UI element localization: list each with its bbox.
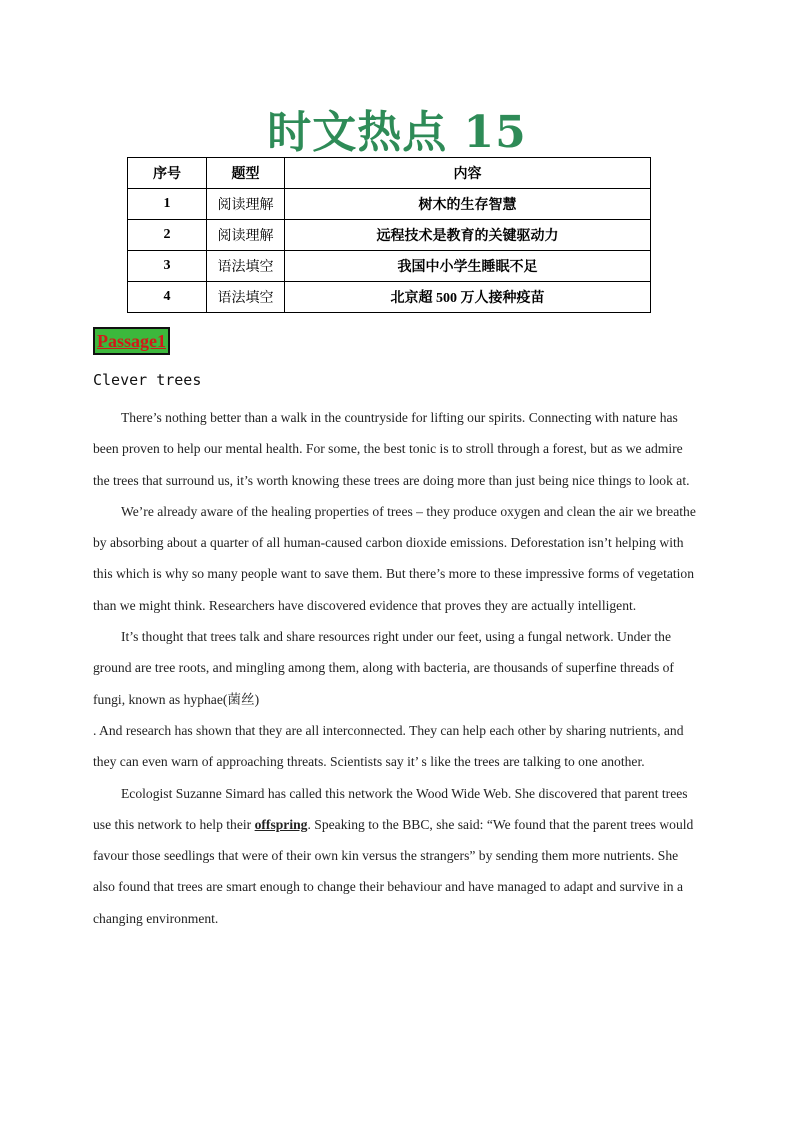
paragraph-4-after: . Speaking to the BBC, she said: “We found that the parent trees would favour those seedlings that were of their own kin versus the strangers” by sending them more nutrients. She also found that trees are smart enough to change their behaviour and have managed to adapt and survive in a changing environment. [93, 816, 694, 926]
row-type: 语法填空 [207, 282, 285, 313]
header-number: 序号 [128, 158, 207, 189]
paragraph-4 [93, 778, 699, 934]
article-title: Clever trees [93, 371, 202, 389]
paragraph-2: We’re already aware of the healing properties of trees – they produce oxygen and clean the air we breathe by absorbing about a quarter of all human-caused carbon dioxide emissions. Deforestation isn’t helping with this which is why so many people want to save them. But there’s more to these impressive forms of vegetation than we might think. Researchers have discovered evidence that proves they are actually intelligent. [93, 503, 696, 613]
keyword-offspring: offspring [254, 816, 308, 832]
row-number: 4 [128, 282, 207, 313]
row-number: 1 [128, 189, 207, 220]
page-title: 时文热点 15 [267, 107, 527, 158]
article-body [93, 402, 699, 934]
paragraph-4-before: Ecologist Suzanne Simard has called this network the Wood Wide Web. She discovered that parent trees use this network to help their [93, 785, 688, 832]
paragraph-3b: . And research has shown that they are all interconnected. They can help each other by sharing nutrients, and they can even warn of approaching threats. Scientists say it’ s like the trees are talking to one another. [93, 722, 684, 770]
paragraph-3a: It’s thought that trees talk and share resources right under our feet, using a fungal network. Under the ground are tree roots, and mingling among them, along with bacteria, are thousands of superfine threads of fungi, known as hyphae(菌丝) [93, 629, 674, 707]
contents-table [127, 157, 651, 313]
row-content: 树木的生存智慧 [285, 189, 651, 220]
row-type: 语法填空 [207, 251, 285, 282]
row-content: 我国中小学生睡眠不足 [285, 251, 651, 282]
row-type: 阅读理解 [207, 189, 285, 220]
table-row [128, 189, 651, 220]
table-header-row [128, 158, 651, 189]
table-row [128, 282, 651, 313]
row-number: 2 [128, 220, 207, 251]
passage-label: Passage1 [93, 327, 170, 355]
header-type: 题型 [207, 158, 285, 189]
row-content: 远程技术是教育的关键驱动力 [285, 220, 651, 251]
row-type: 阅读理解 [207, 220, 285, 251]
paragraph-1: There’s nothing better than a walk in the countryside for lifting our spirits. Connecting with nature has been proven to help our mental health. For some, the best tonic is to stroll through a forest, but as we admire the trees that surround us, it’s worth knowing these trees are doing more than just being nice things to look at. [93, 410, 690, 488]
row-number: 3 [128, 251, 207, 282]
header-content: 内容 [285, 158, 651, 189]
table-row [128, 251, 651, 282]
row-content: 北京超 500 万人接种疫苗 [285, 282, 651, 313]
table-row [128, 220, 651, 251]
